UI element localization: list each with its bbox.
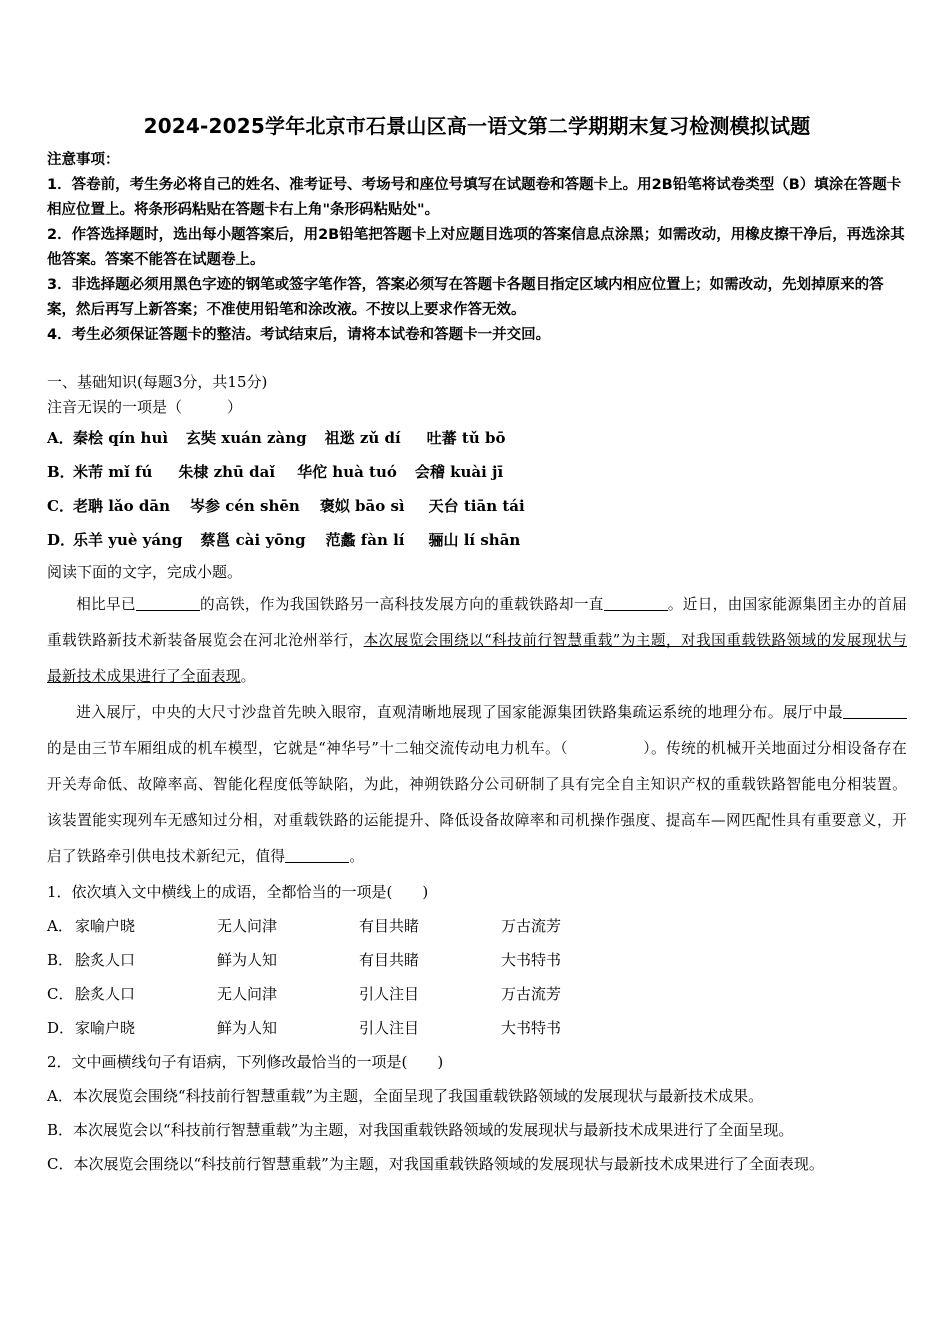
idiom-cell: 大书特书 bbox=[501, 951, 562, 969]
q1-option-b bbox=[47, 943, 907, 977]
idiom-cell: 引人注目 bbox=[359, 1019, 420, 1037]
option-item: 褒姒 bāo sì bbox=[319, 497, 405, 515]
notice-block bbox=[47, 148, 907, 348]
option-item: 华佗 huà tuó bbox=[297, 463, 397, 481]
option-item: 秦桧 qín huì bbox=[73, 429, 169, 447]
section-heading: 一、基础知识(每题3分，共15分) bbox=[47, 373, 268, 391]
passage-paragraph-2 bbox=[47, 695, 907, 875]
option-letter: C． bbox=[47, 985, 74, 1003]
passage-text: 相比早已 bbox=[76, 596, 136, 613]
option-item: 玄奘 xuán zàng bbox=[186, 429, 307, 447]
option-letter: D． bbox=[47, 531, 76, 549]
option-item: 骊山 lí shān bbox=[428, 531, 521, 549]
option-letter: D． bbox=[47, 1019, 75, 1037]
q1-option-c bbox=[47, 977, 907, 1011]
option-item: 老聃 lǎo dān bbox=[73, 497, 170, 515]
option-letter: A． bbox=[47, 429, 74, 447]
option-item: 岑参 cén shēn bbox=[189, 497, 300, 515]
option-item: 蔡邕 cài yōng bbox=[200, 531, 306, 549]
notice-item-1: 1．答卷前，考生务必将自己的姓名、准考证号、考场号和座位号填写在试题卷和答题卡上。用2B铅笔将试卷类型（B）填涂在答题卡相应位置上。将条形码粘贴在答题卡右上角"条形码粘贴处"。 bbox=[47, 177, 902, 218]
idiom-cell: 鲜为人知 bbox=[217, 1019, 278, 1037]
question-1-options bbox=[47, 909, 907, 1045]
idiom-cell: 有目共睹 bbox=[359, 951, 420, 969]
option-item: 祖逖 zǔ dí bbox=[324, 429, 401, 447]
passage-text: 进入展厅，中央的大尺寸沙盘首先映入眼帘，直观清晰地展现了国家能源集团铁路集疏运系统的地理分布。展厅中最 bbox=[76, 704, 843, 721]
idiom-cell: 家喻户晓 bbox=[75, 1019, 136, 1037]
q2-option-c: C．本次展览会围绕以“科技前行智慧重载”为主题，对我国重载铁路领域的发展现状与最新技术成果进行了全面表现。 bbox=[47, 1155, 824, 1173]
idiom-cell: 大书特书 bbox=[501, 1019, 562, 1037]
passage-paragraph-1 bbox=[47, 587, 907, 695]
passage-text: 的高铁，作为我国铁路另一高科技发展方向的重载铁路却一直 bbox=[200, 596, 604, 613]
passage-text: 。 bbox=[349, 848, 365, 865]
idiom-cell: 脍炙人口 bbox=[75, 951, 136, 969]
idiom-cell: 万古流芳 bbox=[501, 917, 562, 935]
idiom-cell: 鲜为人知 bbox=[217, 951, 278, 969]
option-item: 范蠡 fàn lí bbox=[325, 531, 405, 549]
option-letter: A． bbox=[47, 917, 73, 935]
notice-heading: 注意事项： bbox=[47, 152, 120, 168]
reading-passage bbox=[47, 587, 907, 875]
fill-blank bbox=[604, 595, 668, 611]
notice-item-2: 2．作答选择题时，选出每小题答案后，用2B铅笔把答题卡上对应题目选项的答案信息点涂黑；如需改动，用橡皮擦干净后，再选涂其他答案。答案不能答在试题卷上。 bbox=[47, 227, 905, 268]
q1-option-a bbox=[47, 909, 907, 943]
reading-intro: 阅读下面的文字，完成小题。 bbox=[47, 563, 243, 581]
passage-text: 。近日，由国家能源集团主办的首届重载铁路新技术新装备展览会在河北沧州举行， bbox=[47, 596, 907, 649]
underlined-sentence: 本次展览会围绕以“科技前行智慧重载”为主题，对我国重载铁路领域的发展现状与最新技术成果进行了全面表现 bbox=[47, 632, 907, 685]
idiom-cell: 引人注目 bbox=[359, 985, 420, 1003]
passage-text: 的是由三节车厢组成的机车模型，它就是“神华号”十二轴交流传动电力机车。（ ）。传统的机械开关地面过分相设备存在开关寿命低、故障率高、智能化程度低等缺陷，为此，神朔铁路分公司研制了具有完全自主知识产权的重载铁路智能电分相装置。该装置能实现列车无感知过分相，对重载铁路的运能提升、降低设备故障率和司机操作强度、提高车—网匹配性具有重要意义，开启了铁路牵引供电技术新纪元，值得 bbox=[47, 740, 907, 865]
passage-text: 。 bbox=[240, 668, 256, 685]
pinyin-options bbox=[47, 421, 907, 557]
option-item: 吐蕃 tǔ bō bbox=[426, 429, 506, 447]
option-item: 朱棣 zhū daǐ bbox=[178, 463, 276, 481]
q1-option-d bbox=[47, 1011, 907, 1045]
option-item: 米芾 mǐ fú bbox=[73, 463, 153, 481]
question-2-stem: 2．文中画横线句子有语病，下列修改最恰当的一项是( ) bbox=[47, 1053, 444, 1071]
q2-option-b: B．本次展览会以“科技前行智慧重载”为主题，对我国重载铁路领域的发展现状与最新技术成果进行了全面呈现。 bbox=[47, 1121, 794, 1139]
idiom-cell: 无人问津 bbox=[217, 985, 278, 1003]
option-item: 乐羊 yuè yáng bbox=[73, 531, 183, 549]
option-letter: C． bbox=[47, 497, 74, 515]
q2-option-a: A．本次展览会围绕“科技前行智慧重载”为主题，全面呈现了我国重载铁路领域的发展现状与最新技术成果。 bbox=[47, 1087, 764, 1105]
option-letter: B． bbox=[47, 951, 74, 969]
notice-item-4: 4．考生必须保证答题卡的整洁。考试结束后，请将本试卷和答题卡一并交回。 bbox=[47, 327, 551, 343]
idiom-cell: 脍炙人口 bbox=[75, 985, 136, 1003]
exam-page bbox=[47, 108, 907, 1181]
idiom-cell: 无人问津 bbox=[217, 917, 278, 935]
idiom-cell: 有目共睹 bbox=[359, 917, 420, 935]
pinyin-option-a bbox=[47, 421, 907, 455]
option-item: 天台 tiān tái bbox=[428, 497, 525, 515]
pinyin-option-c bbox=[47, 489, 907, 523]
pinyin-question-stem: 注音无误的一项是（ ） bbox=[47, 398, 243, 416]
pinyin-option-b bbox=[47, 455, 907, 489]
page-title: 2024-2025学年北京市石景山区高一语文第二学期期末复习检测模拟试题 bbox=[143, 114, 811, 138]
pinyin-option-d bbox=[47, 523, 907, 557]
fill-blank bbox=[285, 847, 349, 863]
option-item: 会稽 kuài jī bbox=[414, 463, 504, 481]
fill-blank bbox=[843, 703, 907, 719]
option-letter: B． bbox=[47, 463, 75, 481]
idiom-cell: 万古流芳 bbox=[501, 985, 562, 1003]
notice-item-3: 3．非选择题必须用黑色字迹的钢笔或签字笔作答，答案必须写在答题卡各题目指定区域内相应位置上；如需改动，先划掉原来的答案，然后再写上新答案；不准使用铅笔和涂改液。不按以上要求作答无效。 bbox=[47, 277, 884, 318]
idiom-cell: 家喻户晓 bbox=[75, 917, 136, 935]
fill-blank bbox=[136, 595, 200, 611]
question-1-stem: 1．依次填入文中横线上的成语，全都恰当的一项是( ) bbox=[47, 883, 429, 901]
